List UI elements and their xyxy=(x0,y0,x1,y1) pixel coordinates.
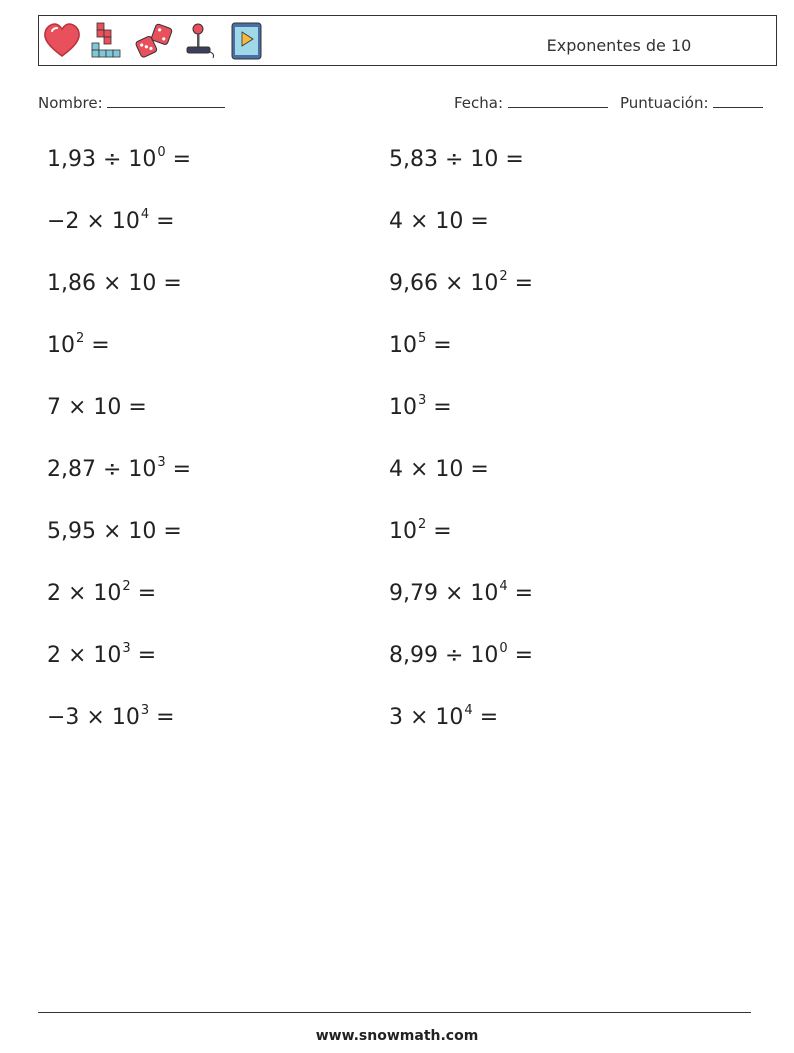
problem-item xyxy=(389,574,729,636)
date-blank[interactable] xyxy=(508,93,608,108)
problem-exponent: 0 xyxy=(499,641,508,656)
problem-exponent: 4 xyxy=(140,207,150,222)
problem-equals: = xyxy=(507,643,534,668)
problem-row xyxy=(47,512,747,574)
problem-equals: = xyxy=(426,519,452,544)
problem-equals: = xyxy=(84,333,110,358)
score-label: Puntuación: xyxy=(620,94,709,112)
problem-exponent: 2 xyxy=(418,517,427,532)
name-label: Nombre: xyxy=(38,94,103,112)
problem-row xyxy=(47,202,747,264)
problem-item xyxy=(389,202,729,264)
problem-expression: 1,86 × 10 = xyxy=(47,271,182,296)
problem-exponent: 5 xyxy=(418,331,427,346)
problem-equals: = xyxy=(149,209,175,234)
problem-exponent: 4 xyxy=(464,703,473,718)
problem-item xyxy=(389,140,729,202)
problem-equals: = xyxy=(130,643,157,668)
problem-exponent: 3 xyxy=(418,393,427,408)
problem-equals: = xyxy=(149,705,175,730)
dice-icon xyxy=(135,21,173,61)
problem-exponent: 3 xyxy=(157,455,166,470)
problem-equals: = xyxy=(507,581,534,606)
problem-expression: 7 × 10 = xyxy=(47,395,147,420)
joystick-icon xyxy=(181,21,219,61)
problem-item xyxy=(389,264,729,326)
problem-grid xyxy=(47,140,747,760)
problem-row xyxy=(47,326,747,388)
problem-equals: = xyxy=(426,333,452,358)
problem-expression: 10 xyxy=(389,395,417,420)
problem-item xyxy=(47,698,389,760)
problem-exponent: 0 xyxy=(157,145,166,160)
problem-expression: 4 × 10 = xyxy=(389,457,489,482)
problem-row xyxy=(47,450,747,512)
problem-equals: = xyxy=(472,705,499,730)
problem-equals: = xyxy=(507,271,534,296)
problem-item xyxy=(47,202,389,264)
icon-strip xyxy=(43,21,265,61)
problem-item xyxy=(47,636,389,698)
problem-equals: = xyxy=(165,147,192,172)
heart-icon xyxy=(43,21,81,61)
problem-expression: 2,87 ÷ 10 xyxy=(47,457,157,482)
problem-expression: 10 xyxy=(47,333,75,358)
problem-item xyxy=(47,326,389,388)
problem-item xyxy=(47,512,389,574)
problem-row xyxy=(47,388,747,450)
problem-item xyxy=(47,388,389,450)
problem-expression: 3 × 10 xyxy=(389,705,464,730)
problem-equals: = xyxy=(130,581,157,606)
problem-expression: 10 xyxy=(389,519,417,544)
problem-expression: 10 xyxy=(389,333,417,358)
name-blank[interactable] xyxy=(107,93,225,108)
footer-divider xyxy=(38,1012,751,1013)
problem-expression: 2 × 10 xyxy=(47,643,122,668)
problem-exponent: 2 xyxy=(122,579,131,594)
problem-item xyxy=(389,388,729,450)
problem-item xyxy=(47,140,389,202)
problem-item xyxy=(389,636,729,698)
problem-expression: −2 × 10 xyxy=(47,209,140,234)
problem-item xyxy=(389,326,729,388)
problem-item xyxy=(389,512,729,574)
problem-expression: 2 × 10 xyxy=(47,581,122,606)
problem-row xyxy=(47,574,747,636)
problem-expression: −3 × 10 xyxy=(47,705,140,730)
problem-expression: 5,83 ÷ 10 = xyxy=(389,147,524,172)
problem-expression: 8,99 ÷ 10 xyxy=(389,643,499,668)
problem-expression: 5,95 × 10 = xyxy=(47,519,182,544)
problem-item xyxy=(389,450,729,512)
problem-exponent: 4 xyxy=(499,579,508,594)
problem-equals: = xyxy=(165,457,192,482)
play-tablet-icon xyxy=(227,21,265,61)
problem-row xyxy=(47,636,747,698)
score-field xyxy=(620,93,763,112)
page-title: Exponentes de 10 xyxy=(546,36,692,55)
problem-item xyxy=(47,264,389,326)
problem-item xyxy=(47,574,389,636)
score-blank[interactable] xyxy=(713,93,763,108)
problem-exponent: 3 xyxy=(140,703,150,718)
problem-row xyxy=(47,140,747,202)
problem-equals: = xyxy=(426,395,452,420)
problem-expression: 1,93 ÷ 10 xyxy=(47,147,157,172)
date-field xyxy=(454,93,608,112)
problem-row xyxy=(47,264,747,326)
problem-item xyxy=(47,450,389,512)
problem-expression: 9,66 × 10 xyxy=(389,271,499,296)
problem-exponent: 3 xyxy=(122,641,131,656)
problem-expression: 9,79 × 10 xyxy=(389,581,499,606)
footer-url: www.snowmath.com xyxy=(315,1028,479,1044)
blocks-icon xyxy=(89,21,127,61)
date-label: Fecha: xyxy=(454,94,504,112)
problem-exponent: 2 xyxy=(499,269,508,284)
header-box xyxy=(38,15,777,66)
name-field xyxy=(38,93,225,112)
problem-row xyxy=(47,698,747,760)
problem-exponent: 2 xyxy=(76,331,85,346)
problem-item xyxy=(389,698,729,760)
problem-expression: 4 × 10 = xyxy=(389,209,489,234)
